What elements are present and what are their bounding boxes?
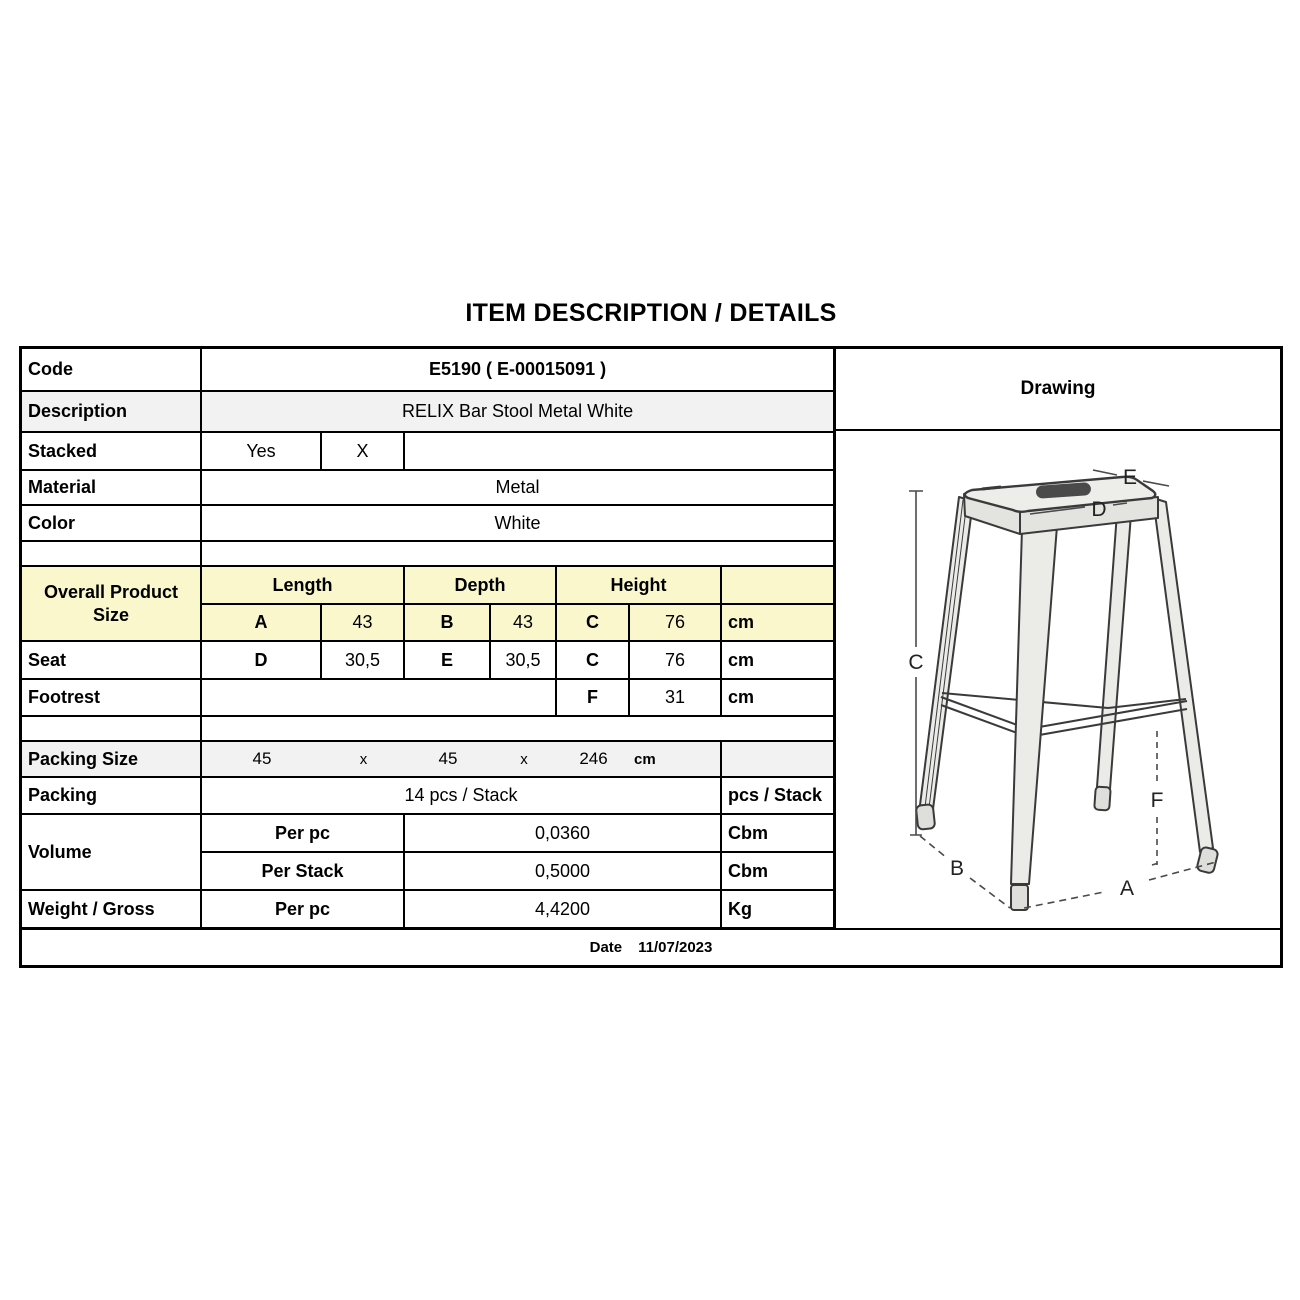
spacer-cell: [201, 716, 834, 741]
row-color: [22, 505, 834, 541]
stool-legs: [916, 497, 1219, 874]
packing-value: 14 pcs / Stack: [201, 777, 721, 814]
packing-size-x1: x: [359, 750, 368, 768]
volume-per-stack-key: Per Stack: [201, 852, 404, 890]
depth-header: Depth: [404, 566, 556, 604]
spec-table: [19, 346, 1283, 968]
row-weight: [22, 890, 834, 928]
row-stacked: [22, 432, 834, 470]
row-packing: [22, 777, 834, 814]
weight-key: Per pc: [201, 890, 404, 928]
seat-depth-key: E: [404, 641, 490, 679]
stool-back-leg: [1097, 499, 1132, 789]
height-header: Height: [556, 566, 721, 604]
row-seat: [22, 641, 834, 679]
date-row: [22, 928, 1280, 965]
volume-per-stack-unit: Cbm: [721, 852, 834, 890]
volume-per-stack-value: 0,5000: [404, 852, 721, 890]
stool-front-leg: [1011, 526, 1057, 884]
volume-per-pc-key: Per pc: [201, 814, 404, 852]
packing-size-unit: cm: [634, 750, 656, 768]
code-label: Code: [22, 349, 201, 391]
date-value: 11/07/2023: [638, 939, 713, 956]
stool-footrest-back-rails: [942, 693, 1186, 708]
spacer-cell: [201, 541, 834, 566]
row-code: [22, 349, 834, 391]
dim-label-d: D: [1091, 498, 1107, 521]
stool-left-foot: [916, 804, 935, 830]
seat-height-key: C: [556, 641, 629, 679]
stool-sketch-svg: [836, 431, 1280, 926]
row-description: [22, 391, 834, 432]
row-footrest: [22, 679, 834, 716]
stool-footrest: [941, 693, 1187, 737]
stool-front-foot: [1011, 885, 1028, 910]
weight-value: 4,4200: [404, 890, 721, 928]
description-label: Description: [22, 391, 201, 432]
volume-per-pc-unit: Cbm: [721, 814, 834, 852]
page-title: ITEM DESCRIPTION / DETAILS: [465, 299, 837, 327]
spec-table-left-section: [22, 349, 834, 930]
weight-unit: Kg: [721, 890, 834, 928]
overall-depth-value: 43: [490, 604, 556, 641]
dim-label-f: F: [1150, 789, 1164, 812]
volume-label: Volume: [22, 814, 201, 890]
stool-left-leg: [920, 497, 973, 809]
overall-length-value: 43: [321, 604, 404, 641]
overall-length-key: A: [201, 604, 321, 641]
length-header: Length: [201, 566, 404, 604]
date-label: Date: [589, 939, 623, 956]
stacked-mark: X: [321, 432, 404, 470]
stool-drawing: [836, 431, 1280, 926]
stool-back-foot: [1094, 787, 1111, 811]
code-value: E5190 ( E-00015091 ): [201, 349, 834, 391]
weight-label: Weight / Gross: [22, 890, 201, 928]
packing-size-length: 45: [252, 749, 272, 768]
packing-size-height: 246: [579, 749, 608, 768]
packing-size-label: Packing Size: [22, 741, 201, 777]
seat-label: Seat: [22, 641, 201, 679]
material-value: Metal: [201, 470, 834, 505]
footrest-height-value: 31: [629, 679, 721, 716]
dim-label-b: B: [949, 857, 965, 880]
stool-front-leg-group: [1011, 526, 1057, 910]
size-header-empty-cell: [721, 566, 834, 604]
spacer-cell: [22, 716, 201, 741]
packing-size-values: [201, 741, 721, 777]
row-spacer-2: [22, 716, 834, 741]
seat-unit: cm: [721, 641, 834, 679]
packing-label: Packing: [22, 777, 201, 814]
color-value: White: [201, 505, 834, 541]
seat-depth-value: 30,5: [490, 641, 556, 679]
packing-size-x2: x: [520, 750, 528, 768]
footrest-label: Footrest: [22, 679, 201, 716]
footrest-empty-cell: [201, 679, 556, 716]
spec-grid: [22, 349, 834, 929]
overall-size-label: Overall Product Size: [22, 566, 201, 641]
row-material: [22, 470, 834, 505]
row-volume-per-pc: [22, 814, 834, 852]
stacked-empty-cell: [404, 432, 834, 470]
seat-height-value: 76: [629, 641, 721, 679]
dim-label-c: C: [908, 651, 924, 674]
spacer-cell: [22, 541, 201, 566]
dim-label-e: E: [1122, 466, 1138, 489]
stool-seat-shade: [982, 487, 1001, 489]
overall-height-value: 76: [629, 604, 721, 641]
stacked-value: Yes: [201, 432, 321, 470]
row-size-headers: [22, 566, 834, 604]
packing-size-depth: 45: [438, 749, 458, 768]
row-packing-size: [22, 741, 834, 777]
dim-label-a: A: [1119, 877, 1135, 900]
row-spacer-1: [22, 541, 834, 566]
seat-length-value: 30,5: [321, 641, 404, 679]
overall-depth-key: B: [404, 604, 490, 641]
overall-height-key: C: [556, 604, 629, 641]
stacked-label: Stacked: [22, 432, 201, 470]
packing-unit: pcs / Stack: [721, 777, 834, 814]
drawing-panel: [834, 349, 1280, 928]
color-label: Color: [22, 505, 201, 541]
volume-per-pc-value: 0,0360: [404, 814, 721, 852]
overall-unit: cm: [721, 604, 834, 641]
description-value: RELIX Bar Stool Metal White: [201, 391, 834, 432]
packing-size-empty-cell: [721, 741, 834, 777]
dim-line-b: [920, 836, 1010, 908]
drawing-title: Drawing: [836, 349, 1280, 431]
footrest-height-key: F: [556, 679, 629, 716]
seat-length-key: D: [201, 641, 321, 679]
footrest-unit: cm: [721, 679, 834, 716]
material-label: Material: [22, 470, 201, 505]
